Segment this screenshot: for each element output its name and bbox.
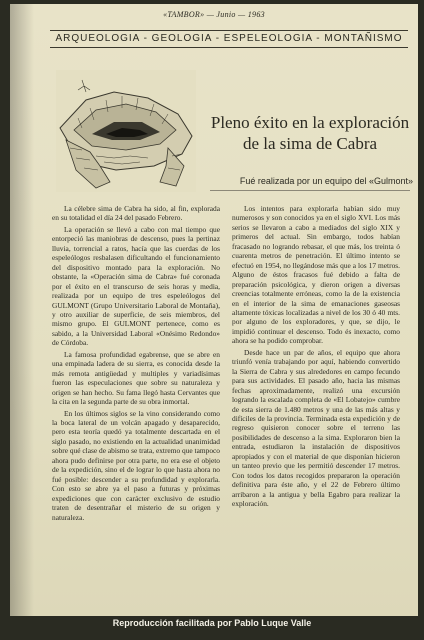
subtitle-rule xyxy=(210,190,410,191)
paragraph: En los últimos siglos se la vino considerando como la boca lateral de un volcán apagado y desaparecido, pero esta teoría quedó ya totalmente descartada en el siglo pasado, no existiendo en la actualidad unanimidad sobre qué clase de abismo se trata, extremo que tampoco ahora pudo definirse por otra parte, no era ese el objeto de la expedición, sino el de lograr lo que hasta ahora no fué posible: descender a su profundidad y explorarla. Con esto se abre ya el paso a futuras y próximas expediciones que con carácter exclusivo de estudio traten de desentrañar el misterio de su origen y naturaleza. xyxy=(52,408,220,522)
left-column xyxy=(52,204,220,524)
paragraph: Desde hace un par de años, el equipo que ahora triunfó venía trabajando por aquí, habiendo convertido la Sierra de Cabra y sus alrededores en campo fecundo para sus actividades. El pasado año, hacia las mismas fechas aproximadamente, realizó una excursión logrando la escalada completa de «El Lobatejo» cumbre de esta sierra de 1.480 metros y una de las más altas y difíciles de la provincia. Terminada esta expedición y de regreso quisieron conocer sobre el terreno las posibilidades de descenso a la sima. Exploraron bien la entrada, estudiaron la instalación de dispositivos apropiados y con el material de que disponían hicieron un tanteo previo que les permitió descender 17 metros. Con todos los datos recogidos prepararon la operación definitiva para éste año, y el 22 de Febrero último arribaron a la antigua y bella Egabro para realizar la exploración. xyxy=(232,347,400,509)
page-gutter-shadow xyxy=(10,4,34,616)
running-head: «TAMBOR» — Junio — 1963 xyxy=(163,10,265,19)
paragraph: La famosa profundidad egabrense, que se abre en una empinada ladera de su sierra, es conocida desde la más remota antigüedad y multiples y variadísimas fueron las especulaciones que sobre su naturaleza y origen se han hecho. Su fama llegó hasta Cervantes que la cita en la segunda parte de su obra inmortal. xyxy=(52,349,220,407)
paragraph: Los intentos para explorarla habían sido muy numerosos y son conocidos ya en el siglo XVI. Los más serios se llevaron a cabo a mediados del siglo XIX y primeros del actual. Sin embargo, todos habían fracasado no logrando rebasar, el que más, los treinta ó cuarenta metros de penetración. El último intento se efectuó en 1954, no llegándose más que a los 17 metros. Alguno de éstos fracasos fué debido a falta de preparación psicológica, y dieron origen a diversas creencias totalmente erróneas, como la de la existencia en el interior de la sima de emanaciones gaseosas altamente tóxicas localizadas a nivel de los 30 ó 40 mts. por alguno de los exploradores, y que, se dijo, le impidió continuar el descenso. Todo és inexacto, como ahora se ha podido comprobar. xyxy=(232,204,400,346)
title-line-1: Pleno éxito en la exploración xyxy=(210,113,410,132)
section-header: ARQUEOLOGIA - GEOLOGIA - ESPELEOLOGIA - MONTAÑISMO xyxy=(50,30,408,48)
title-line-2: de la sima de Cabra xyxy=(242,134,378,153)
paragraph: La operación se llevó a cabo con mal tiempo que entorpeció las maniobras de descenso, pues la pertinaz lluvia, torrencial a ratos, hacía que las cuerdas de los espeleólogos resbalasen dificultando el funcionamiento del dispositivo montado para la exploración. No obstante, la «Operación sima de Cabra» fué coronada por el éxito en el transcurso de seis horas y media, realizada por un equipo de tres espeleólogos del GULMONT (Grupo Universitario Laboral de Montaña), y otro auxiliar de superficie, de seis miembros, del mismo grupo. El GULMONT pertenece, como es sabido, a la Universidad Laboral «Onésimo Redondo» de Córdoba. xyxy=(52,224,220,348)
right-column xyxy=(232,204,400,511)
reproduction-credit: Reproducción facilitada por Pablo Luque Valle xyxy=(112,618,312,628)
cave-entrance-illustration xyxy=(56,70,196,192)
magazine-page xyxy=(10,4,418,616)
article-subtitle: Fué realizada por un equipo del «Gulmont» xyxy=(239,176,413,186)
article-title xyxy=(210,112,410,154)
paragraph: La célebre sima de Cabra ha sido, al fin, explorada en su totalidad el día 24 del pasado Febrero. xyxy=(52,204,220,223)
